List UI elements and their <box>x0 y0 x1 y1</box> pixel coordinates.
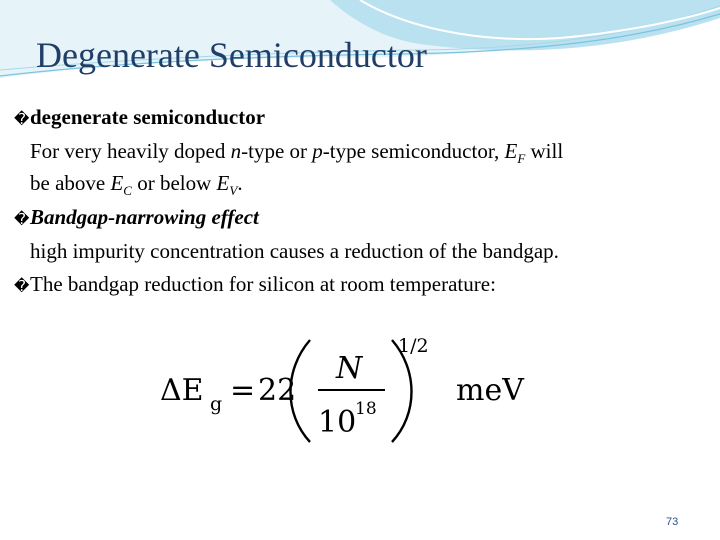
formula-coefficient: 22 <box>258 373 297 408</box>
bullet-body-line <box>14 167 714 199</box>
symbol-e: E <box>504 139 518 163</box>
page-number: 73 <box>666 516 679 528</box>
formula-unit: meV <box>456 373 524 408</box>
bullet-heading: Bandgap-narrowing effect <box>30 205 259 229</box>
formula-denominator-exponent: 18 <box>355 399 377 419</box>
text-run: . <box>237 171 243 195</box>
bullet-text-line <box>14 268 714 302</box>
bullet-degenerate-semiconductor <box>14 101 714 199</box>
bullet-body-line: high impurity concentration causes a reduction of the bandgap. <box>30 239 559 263</box>
bullet-glyph: � <box>14 277 30 295</box>
bullet-bandgap-narrowing <box>14 201 714 267</box>
bullet-glyph: � <box>14 210 30 228</box>
formula-denominator-base: 10 <box>318 405 357 440</box>
slide-title: Degenerate Semiconductor <box>36 35 427 75</box>
text-run: p <box>312 139 323 163</box>
text-run: be above <box>30 171 111 195</box>
text-run: or below <box>131 171 217 195</box>
bandgap-formula <box>160 330 540 445</box>
bullet-glyph: � <box>14 110 30 128</box>
subscript: F <box>517 151 526 167</box>
subscript: C <box>123 183 132 199</box>
symbol-e: E <box>216 171 230 195</box>
text-run: -type semiconductor, <box>322 139 505 163</box>
bullet-body-line <box>14 135 714 167</box>
bullet-bandgap-reduction <box>14 268 714 302</box>
text-run: n <box>230 139 242 163</box>
bullet-text: The bandgap reduction for silicon at room temperature: <box>30 272 496 296</box>
formula-lhs: ΔE <box>160 373 204 408</box>
formula-exponent: 1/2 <box>398 335 429 357</box>
text-run: For very heavily doped <box>30 139 231 163</box>
formula-lhs-subscript: g <box>210 393 223 415</box>
symbol-e: E <box>110 171 124 195</box>
formula-numerator: N <box>336 351 363 386</box>
bullet-heading-line <box>14 101 714 135</box>
subscript: V <box>229 183 238 199</box>
bullet-heading: degenerate semiconductor <box>30 105 266 129</box>
text-run: will <box>525 139 564 163</box>
formula-equals: = <box>230 373 256 408</box>
text-run: -type or <box>241 139 313 163</box>
bullet-heading-line <box>14 201 714 235</box>
